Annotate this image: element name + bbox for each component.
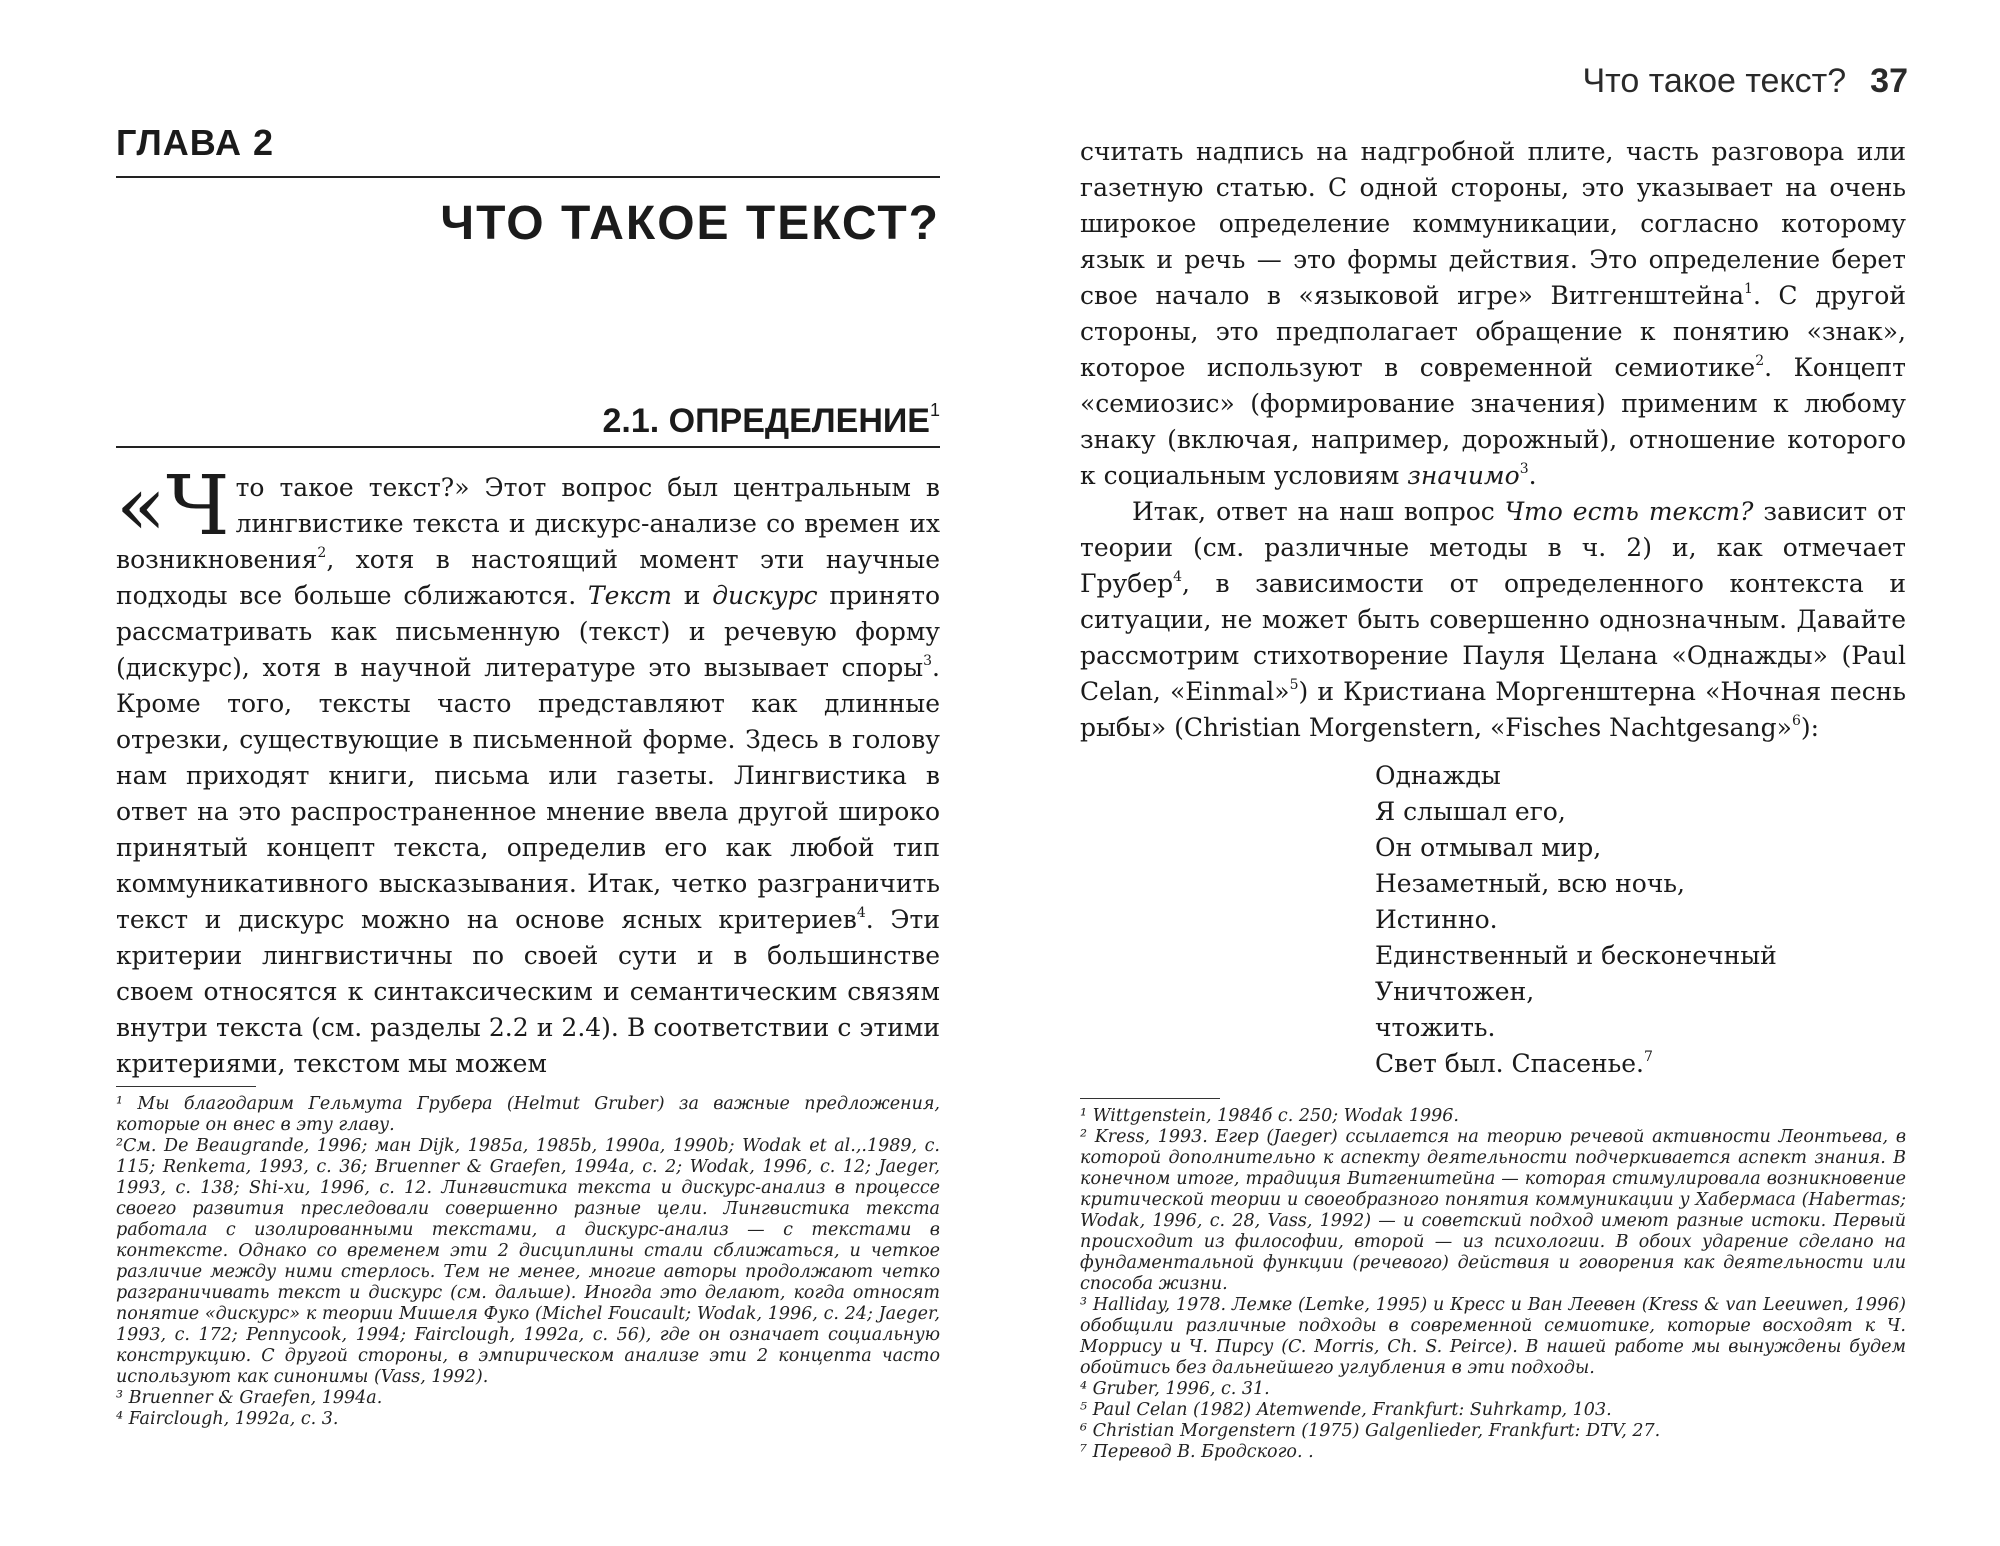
footnote: ⁷ Перевод В. Бродского. . xyxy=(1080,1442,1314,1462)
section-title-text: 2.1. ОПРЕДЕЛЕНИЕ xyxy=(602,402,930,440)
footnote-ref: 2 xyxy=(317,545,327,561)
right-body-text xyxy=(1080,134,1906,746)
left-footnotes xyxy=(116,1094,940,1430)
dropcap: «Ч xyxy=(116,459,230,554)
footnote-rule xyxy=(1080,1098,1220,1099)
chapter-title: ЧТО ТАКОЕ ТЕКСТ? xyxy=(440,197,940,250)
poem-line: Уничтожен, xyxy=(1375,977,1535,1006)
footnote-rule xyxy=(116,1086,256,1087)
footnote-ref: 4 xyxy=(856,905,866,921)
chapter-rule xyxy=(116,176,940,178)
footnote-ref: 3 xyxy=(923,653,933,669)
footnote: ³ Halliday, 1978. Лемке (Lemke, 1995) и Кресс и Ван Леевен (Kress & van Leeuwen, 1996) обобщили различные подходы в современной семиотике, которые восходят к Ч. Моррису и Ч. Пирсу (C. Morris, Ch. S. Peirce). В нашей работе мы вынуждены будем обойтись без дальнейшего углубления в эти подходы. xyxy=(1080,1295,1906,1378)
footnote: ⁴ Fairclough, 1992a, с. 3. xyxy=(116,1409,339,1429)
footnote: ⁴ Gruber, 1996, с. 31. xyxy=(1080,1379,1270,1399)
poem xyxy=(1375,758,1777,1082)
poem-line: Незаметный, всю ночь, xyxy=(1375,869,1685,898)
footnote-ref: 3 xyxy=(1519,461,1529,477)
poem-line: Я слышал его, xyxy=(1375,797,1566,826)
footnote-ref: 1 xyxy=(1744,281,1753,297)
section-title xyxy=(116,400,940,441)
page-number: 37 xyxy=(1870,62,1908,100)
footnote: ³ Bruenner & Graefen, 1994a. xyxy=(116,1388,383,1408)
poem-line-last: Свет был. Спасенье.$^7$ xyxy=(1375,1049,1653,1078)
paragraph: считать надпись на надгробной плите, часть разговора или газетную статью. С одной стороны, это указывает на очень широкое определение коммуникации, согласно которому язык и речь — это формы действия. Это определение берет свое начало в «языковой игре» Витгенштейна$^1$. С другой стороны, это предполагает обращение к понятию «знак», которое используют в современной семиотике$^2$. Концепт «семиозис» (формирование значения) применим к любому знаку (включая, например, дорожный), отношение которого к социальным условиям значимо$^3$. xyxy=(1080,137,1906,490)
paragraph: Итак, ответ на наш вопрос Что есть текст? зависит от теории (см. различные методы в ч. 2) и, как отмечает Грубер$^4$, в зависимости от определенного контекста и ситуации, не может быть совершенно однозначным. Давайте рассмотрим стихотворение Пауля Целана «Однажды» (Paul Celan, «Einmal»$^5$) и Кристиана Моргенштерна «Ночная песнь рыбы» (Christian Morgenstern, «Fisches Nachtgesang»$^6$): xyxy=(1080,497,1906,742)
footnote: ² Kress, 1993. Егер (Jaeger) ссылается на теорию речевой активности Леонтьева, в которой дополнительно к аспекту деятельности подчеркивается аспект знания. В конечном итоге, традиция Витгенштейна — которая стимулировала возникновение критической теории и своеобразного понятия коммуникации у Хабермаса (Habermas; Wodak, 1996, с. 28, Vass, 1992) — и советский подход имеют разные истоки. Первый происходит из философии, второй — из психологии. В обоих ударение сделано на фундаментальной функции (речевого) действия и говорения как деятельности или способа жизни. xyxy=(1080,1127,1906,1294)
footnote-ref: 2 xyxy=(1755,353,1765,369)
section-rule xyxy=(116,446,940,448)
poem-line: чтожить. xyxy=(1375,1013,1496,1042)
poem-line: Истинно. xyxy=(1375,905,1498,934)
chapter-label: ГЛАВА 2 xyxy=(116,122,274,163)
poem-line: Единственный и бесконечный xyxy=(1375,941,1777,970)
right-footnotes xyxy=(1080,1106,1906,1463)
footnote: ¹ Мы благодарим Гельмута Грубера (Helmut Gruber) за важные предложения, которые он внес в эту главу. xyxy=(116,1094,940,1135)
poem-line: Он отмывал мир, xyxy=(1375,833,1602,862)
footnote-ref: 6 xyxy=(1791,713,1801,729)
footnote: ⁵ Paul Celan (1982) Atemwende, Frankfurt: Suhrkamp, 103. xyxy=(1080,1400,1612,1420)
section-note-ref: 1 xyxy=(929,400,940,420)
footnote-ref: 7 xyxy=(1644,1049,1653,1065)
footnote-ref: 4 xyxy=(1173,569,1183,585)
poem-line: Однажды xyxy=(1375,761,1501,790)
left-body-text xyxy=(116,459,940,1082)
footnote-ref: 5 xyxy=(1289,677,1299,693)
footnote: ⁶ Christian Morgenstern (1975) Galgenlieder, Frankfurt: DTV, 27. xyxy=(1080,1421,1661,1441)
paragraph-intro: «Что такое текст?» Этот вопрос был центральным в лингвистике текста и дискурс-анализе со времен их возникновения$^2$, хотя в настоящий момент эти научные подходы все больше сближаются. Текст и дискурс принято рассматривать как письменную (текст) и речевую форму (дискурс), хотя в научной литературе это вызывает споры$^3$. Кроме того, тексты часто представляют как длинные отрезки, существующие в письменной форме. Здесь в голову нам приходят книги, письма или газеты. Лингвистика в ответ на это распространенное мнение ввела другой широко принятый концепт текста, определив его как любой тип коммуникативного высказывания. Итак, четко разграничить текст и дискурс можно на основе ясных критериев$^4$. Эти критерии лингвистичны по своей сути и в большинстве своем относятся к синтаксическим и семантическим связям внутри текста (см. разделы 2.2 и 2.4). В соответствии с этими критериями, текстом мы можем xyxy=(116,459,940,1078)
footnote: ¹ Wittgenstein, 1984б с. 250; Wodak 1996. xyxy=(1080,1106,1459,1126)
running-title: Что такое текст? xyxy=(1582,62,1847,100)
footnote: ²См. De Beaugrande, 1996; ман Dijk, 1985a, 1985b, 1990a, 1990b; Wodak et al.,.1989, с. 115; Renkema, 1993, с. 36; Bruenner & Graefen, 1994a, с. 2; Wodak, 1996, с. 12; Jaeger, 1993, с. 138; Shi-xu, 1996, с. 12. Лингвистика текста и дискурс-анализ в процессе своего развития преследовали совершенно разные цели. Лингвистика текста работала с изолированными текстами, а дискурс-анализ — с текстами в контексте. Однако со временем эти 2 дисциплины стали сближаться, и четкое различие между ними стерлось. Тем не менее, многие авторы продолжают четко разграничивать текст и дискурс (см. дальше). Иногда это делают, когда относят понятие «дискурс» к теории Мишеля Фуко (Michel Foucault; Wodak, 1996, с. 24; Jaeger, 1993, с. 172; Pennycook, 1994; Fairclough, 1992a, с. 56), где он означает социальную конструкцию. С другой стороны, в эмпирическом анализе эти 2 концепта часто используют как синонимы (Vass, 1992). xyxy=(116,1136,940,1387)
running-header xyxy=(1583,62,1909,101)
